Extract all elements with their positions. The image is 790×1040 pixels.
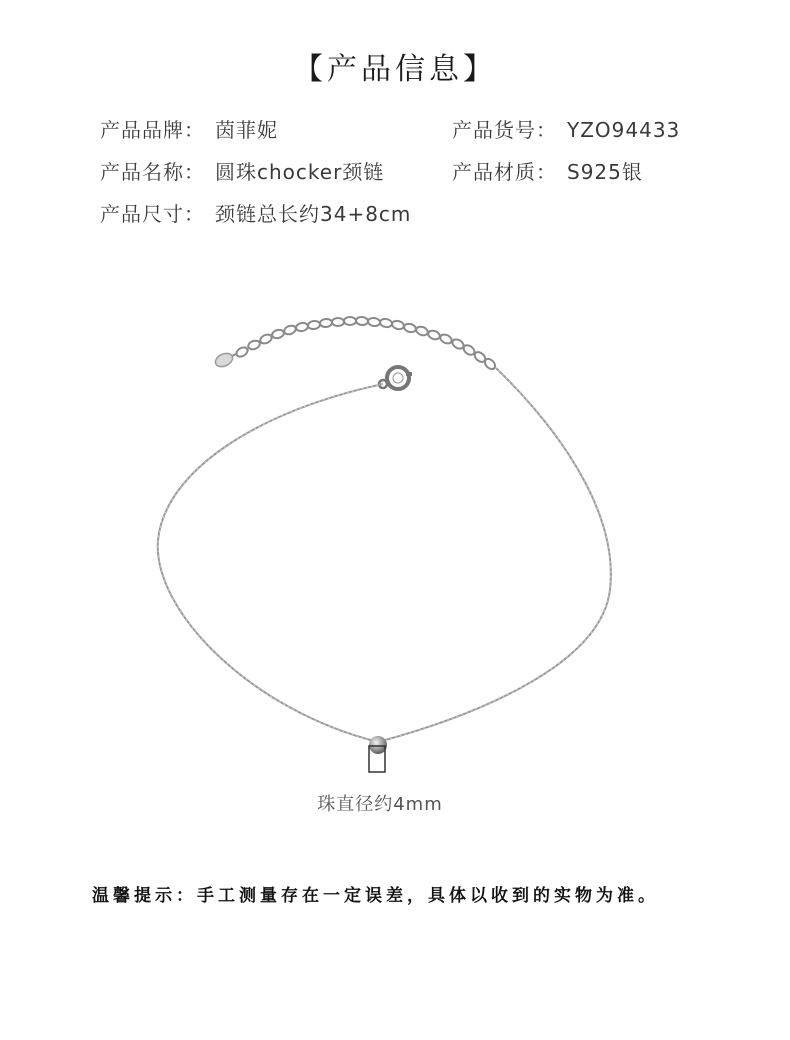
size-value: 颈链总长约34+8cm	[215, 202, 412, 226]
chain-loop	[158, 368, 611, 742]
info-name	[100, 156, 384, 185]
necklace-photo	[130, 290, 660, 790]
tag-charm	[213, 351, 236, 369]
name-label: 产品名称：	[100, 160, 205, 184]
size-label: 产品尺寸：	[100, 202, 205, 226]
extender-chain	[235, 316, 497, 371]
name-value: 圆珠chocker颈链	[215, 160, 385, 184]
notice-text: 温馨提示：手工测量存在一定误差，具体以收到的实物为准。	[92, 886, 659, 906]
material-value: S925银	[567, 160, 643, 184]
clasp	[379, 367, 412, 389]
page-title: 【产品信息】	[293, 52, 497, 87]
brand-label: 产品品牌：	[100, 118, 205, 142]
info-material	[452, 156, 643, 185]
item-no-label: 产品货号：	[452, 118, 557, 142]
bead-size-caption: 珠直径约4mm	[317, 794, 443, 815]
info-size	[100, 198, 411, 227]
brand-value: 茵菲妮	[215, 118, 278, 142]
material-label: 产品材质：	[452, 160, 557, 184]
info-item-no	[452, 114, 680, 143]
info-brand	[100, 114, 278, 143]
item-no-value: YZO94433	[567, 118, 681, 142]
